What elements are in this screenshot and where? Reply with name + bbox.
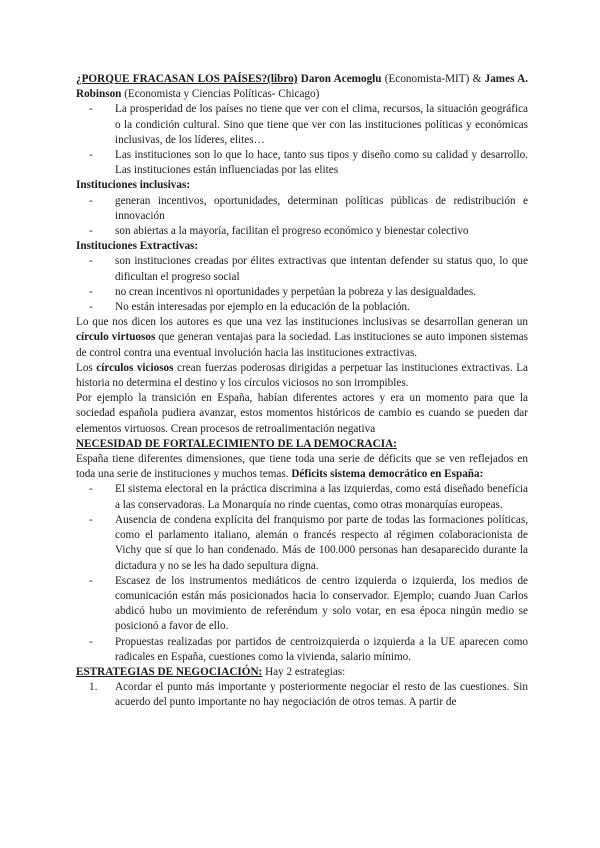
list-item: - Escasez de los instrumentos mediáticos de centro izquierda o izquierda, los medios de comunicación están más posicionados hacia lo conservador. Ejemplo; cuando Juan Carlos abdicó hubo un movimiento de referéndum y solo votar, en esa época ningún medio se posicionó a favor de ello. xyxy=(115,574,528,635)
list-item xyxy=(89,680,528,710)
section-heading-democracia: NECESIDAD DE FORTALECIMIENTO DE LA DEMOCRACIA: xyxy=(76,437,397,450)
list-item: - no crean incentivos ni oportunidades y perpetúan la pobreza y las desigualdades. xyxy=(115,285,528,300)
list-item: - La prosperidad de los países no tiene que ver con el clima, recursos, la situación geográfica o la condición cultural. Sino que tiene que ver con las instituciones políticas y económicas inclusivas, de los líderes, elites… xyxy=(115,102,528,148)
deficits-bullet-list xyxy=(76,482,528,664)
section-negociacion xyxy=(76,665,528,680)
list-item: - No están interesadas por ejemplo en la educación de la población. xyxy=(115,300,528,315)
paragraph-text: que generan ventajas para la sociedad. Las instituciones se auto imponen sistemas de control contra una eventual involución hacia las instituciones extractivas. xyxy=(76,331,528,359)
emphasis-text: círculo virtuosos xyxy=(76,331,156,344)
paragraph-circulo-virtuoso xyxy=(76,315,528,361)
list-item: - Ausencia de condena explícita del franquismo por parte de todas las formaciones políticas, como el parlamento italiano, alemán o francés respecto al régimen colaboracionista de Vichy que sí que lo han condenado. Más de 100.000 personas han desaparecido durante la dictadura y no se les ha dado sepultura digna. xyxy=(115,513,528,574)
paragraph-deficits xyxy=(76,452,528,482)
list-number: 1. xyxy=(89,681,98,694)
emphasis-text: círculos viciosos xyxy=(96,361,174,374)
section-heading-negociacion: ESTRATEGIAS DE NEGOCIACIÓN: xyxy=(76,665,263,678)
section-heading-inclusivas: Instituciones inclusivas: xyxy=(76,179,191,192)
list-item: - Propuestas realizadas por partidos de centroizquierda o izquierda a la UE aparecen como radicales en España, cuestiones como la vivienda, salario mínimo. xyxy=(115,635,528,665)
negociacion-numbered-list xyxy=(76,680,528,710)
emphasis-text: Déficits sistema democrático en España: xyxy=(291,468,484,481)
paragraph-text: Los xyxy=(76,361,97,374)
list-item: - son abiertas a la mayoría, facilitan el progreso económico y bienestar colectivo xyxy=(115,224,528,239)
paragraph-text: crean fuerzas poderosas dirigidas a perpetuar las instituciones extractivas. La historia no determina el destino y los círculos viciosos no son irrompibles. xyxy=(76,361,528,390)
book-title: ¿PORQUE FRACASAN LOS PAÍSES?(libro) xyxy=(76,73,298,85)
extractivas-bullet-list xyxy=(76,254,528,315)
inclusivas-bullet-list xyxy=(76,194,528,240)
document-header xyxy=(76,72,528,102)
list-item: - son instituciones creadas por élites extractivas que intentan defender su status quo, lo que dificultan el progreso social xyxy=(115,254,528,284)
paragraph-text: Lo que nos dicen los autores es que una vez las instituciones inclusivas se desarrollan generan un xyxy=(76,316,528,329)
section-heading-extractivas: Instituciones Extractivas: xyxy=(76,240,199,253)
intro-bullet-list xyxy=(76,102,528,178)
author-2: James A. Robinson xyxy=(76,73,528,101)
list-item: - El sistema electoral en la práctica discrimina a las izquierdas, como está diseñado benefícia a las conservadoras. La Monarquía no rinde cuentas, como otras monarquías europeas. xyxy=(115,482,528,512)
paragraph-text: España tiene diferentes dimensiones, que tiene toda una serie de déficits que se ven reflejados en toda una serie de instituciones y muchos temas. xyxy=(76,453,528,481)
list-item: - Las instituciones son lo que lo hace, tanto sus tipos y diseño como su calidad y desarrollo. Las instituciones están influenciadas por las elites xyxy=(115,148,528,178)
author-2-role: (Economista y Ciencias Políticas- Chicago) xyxy=(121,88,320,101)
paragraph-text: Hay 2 estrategias: xyxy=(262,665,346,678)
list-item-text: Acordar el punto más importante y posteriormente negociar el resto de las cuestiones. Sin acuerdo del punto importante no hay negociación de otros temas. A partir de xyxy=(115,681,528,709)
list-item: - generan incentivos, oportunidades, determinan políticas públicas de redistribución e innovación xyxy=(115,194,528,224)
author-1-role: (Economista-MIT) & xyxy=(381,73,485,85)
author-1: Daron Acemoglu xyxy=(300,73,382,85)
paragraph-circulo-vicioso xyxy=(76,361,528,391)
paragraph-transicion: Por ejemplo la transición en España, habían diferentes actores y era un momento para que la sociedad española pudiera avanzar, estos momentos históricos de cambio es cuando se pueden dar elementos virtuosos. Crean procesos de retroalimentación negativa xyxy=(76,392,528,435)
